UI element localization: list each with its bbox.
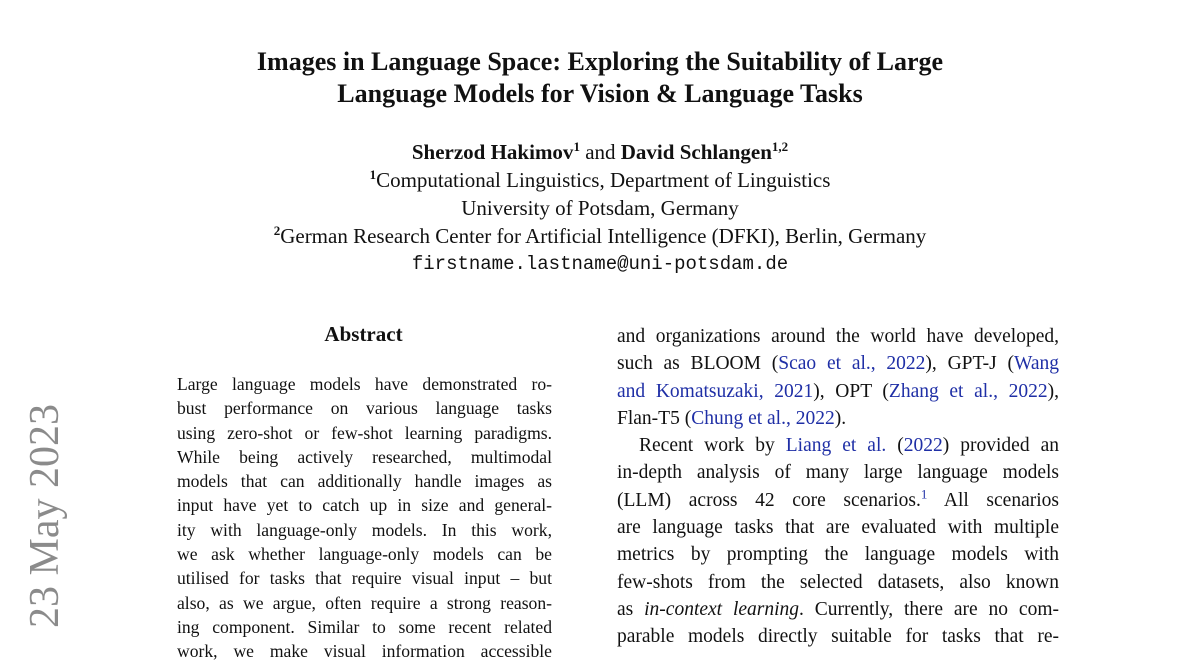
body-line: are language tasks that are evaluated with multiple <box>617 517 1059 539</box>
author-conjunction: and <box>585 140 616 164</box>
affiliation-2-text: German Research Center for Artificial Intelligence (DFKI), Berlin, Germany <box>280 224 927 248</box>
affiliation-2-mark: 2 <box>273 223 281 238</box>
abstract-line: ity with language-only models. In this work, <box>177 519 552 540</box>
body-line <box>617 432 1059 459</box>
body-text: as <box>617 598 645 620</box>
introduction-text <box>617 323 1059 651</box>
author-email: firstname.lastname@uni-potsdam.de <box>411 253 789 275</box>
affiliation-2 <box>0 222 1200 250</box>
paper-title <box>0 46 1200 110</box>
body-text: Recent work by <box>639 435 786 457</box>
body-line: parable models directly suitable for tasks that re- <box>617 626 1059 648</box>
author-names <box>0 138 1200 166</box>
body-line <box>617 405 1059 432</box>
abstract-heading: Abstract <box>324 322 403 346</box>
body-text: ), GPT-J ( <box>925 353 1014 375</box>
abstract-body <box>177 372 552 664</box>
author-2-affiliation-mark: 1,2 <box>771 139 789 154</box>
body-line <box>617 378 1059 405</box>
author-block <box>0 138 1200 278</box>
author-1-name: Sherzod Hakimov <box>411 140 574 164</box>
body-line: few-shots from the selected datasets, also known <box>617 571 1059 593</box>
abstract-line: utilised for tasks that require visual input – but <box>177 568 552 589</box>
body-line: in-depth analysis of many large language models <box>617 462 1059 484</box>
citation-link[interactable]: Scao et al., 2022 <box>778 353 926 375</box>
abstract-line: also, as we argue, often require a strong reason- <box>177 592 552 613</box>
abstract-line: ing component. Similar to some recent related <box>177 616 552 637</box>
body-text: ), <box>1047 380 1059 402</box>
author-1-affiliation-mark: 1 <box>573 139 580 154</box>
body-text: ), OPT ( <box>813 380 889 402</box>
affiliation-1-mark: 1 <box>369 167 377 182</box>
citation-link[interactable]: Chung et al., 2022 <box>691 407 835 429</box>
body-text: All scenarios <box>927 489 1059 511</box>
citation-link[interactable]: Zhang et al., 2022 <box>888 380 1048 402</box>
body-line: and organizations around the world have developed, <box>617 326 1059 347</box>
body-line <box>617 350 1059 377</box>
author-2-name: David Schlangen <box>620 140 772 164</box>
abstract-line: using zero-shot or few-shot learning paradigms. <box>177 422 552 443</box>
body-text: (LLM) across 42 core scenarios. <box>617 489 921 511</box>
body-text: Flan-T5 ( <box>617 407 692 429</box>
citation-link[interactable]: 2022 <box>903 435 943 457</box>
abstract-line: While being actively researched, multimodal <box>177 446 552 467</box>
body-line: metrics by prompting the language models with <box>617 544 1059 566</box>
title-line-1: Images in Language Space: Exploring the Suitability of Large <box>256 47 944 76</box>
citation-link[interactable]: Wang <box>1014 353 1059 375</box>
citation-link[interactable]: Liang et al. <box>785 435 887 457</box>
abstract-line: Large language models have demonstrated ro- <box>177 374 552 394</box>
body-line <box>617 487 1059 514</box>
abstract-line: input have yet to catch up in size and general- <box>177 495 552 516</box>
abstract-line: we ask whether language-only models can be <box>177 544 552 565</box>
footnote-marker[interactable]: 1 <box>920 486 928 502</box>
body-text: . Currently, there are no com- <box>799 598 1059 620</box>
abstract-line: models that can additionally handle images as <box>177 471 552 492</box>
body-text: ) provided an <box>942 435 1059 457</box>
body-text: such as BLOOM ( <box>617 353 779 375</box>
body-text: ). <box>834 407 847 429</box>
affiliation-1-text: Computational Linguistics, Department of Linguistics <box>376 168 831 192</box>
affiliation-1 <box>0 166 1200 194</box>
affiliation-1-location: University of Potsdam, Germany <box>461 196 739 220</box>
body-text: ( <box>886 435 904 457</box>
abstract-line: bust performance on various language tasks <box>177 398 552 419</box>
arxiv-date-stamp: 23 May 2023 <box>22 404 68 628</box>
emphasis-term: in-context learning <box>644 598 800 620</box>
abstract-line: work, we make visual information accessible <box>177 641 552 662</box>
title-line-2: Language Models for Vision & Language Tasks <box>337 79 863 108</box>
body-line <box>617 596 1059 623</box>
citation-link[interactable]: and Komatsuzaki, 2021 <box>617 380 814 402</box>
